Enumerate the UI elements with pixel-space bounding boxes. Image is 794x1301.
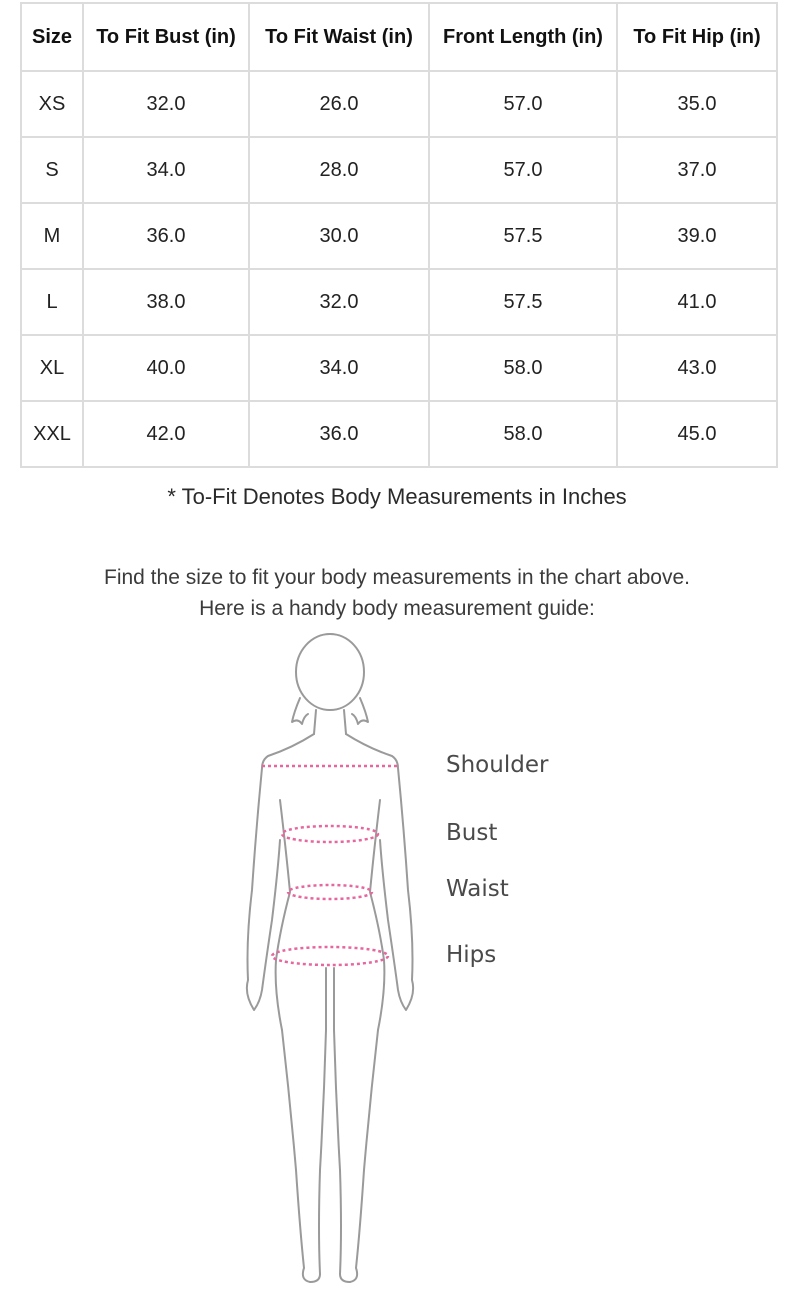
cell-size: XL <box>21 335 83 401</box>
table-row <box>21 269 777 335</box>
measurement-footnote: * To-Fit Denotes Body Measurements in Inches <box>167 484 627 509</box>
table-row <box>21 71 777 137</box>
cell-bust: 40.0 <box>83 335 249 401</box>
size-chart-table <box>20 2 778 468</box>
cell-waist: 34.0 <box>249 335 429 401</box>
cell-waist: 26.0 <box>249 71 429 137</box>
cell-front-length: 57.0 <box>429 137 617 203</box>
guide-intro <box>0 562 794 624</box>
bust-label: Bust <box>446 820 498 846</box>
waist-line <box>288 885 372 899</box>
cell-size: XS <box>21 71 83 137</box>
table-header-row <box>21 3 777 71</box>
header-hip: To Fit Hip (in) <box>617 3 777 71</box>
cell-size: L <box>21 269 83 335</box>
bust-line <box>282 826 378 842</box>
cell-size: XXL <box>21 401 83 467</box>
cell-front-length: 58.0 <box>429 401 617 467</box>
cell-size: M <box>21 203 83 269</box>
hips-line <box>272 947 388 965</box>
cell-size: S <box>21 137 83 203</box>
measurement-lines <box>262 766 398 965</box>
cell-front-length: 57.0 <box>429 71 617 137</box>
cell-hip: 39.0 <box>617 203 777 269</box>
waist-label: Waist <box>446 876 509 902</box>
cell-bust: 42.0 <box>83 401 249 467</box>
cell-front-length: 57.5 <box>429 269 617 335</box>
header-waist: To Fit Waist (in) <box>249 3 429 71</box>
table-row <box>21 335 777 401</box>
cell-hip: 45.0 <box>617 401 777 467</box>
guide-intro-line-1: Find the size to fit your body measurements in the chart above. <box>104 566 690 589</box>
cell-waist: 28.0 <box>249 137 429 203</box>
cell-bust: 32.0 <box>83 71 249 137</box>
hips-label: Hips <box>446 942 497 968</box>
cell-bust: 38.0 <box>83 269 249 335</box>
header-front-length: Front Length (in) <box>429 3 617 71</box>
header-bust: To Fit Bust (in) <box>83 3 249 71</box>
cell-hip: 43.0 <box>617 335 777 401</box>
cell-bust: 34.0 <box>83 137 249 203</box>
cell-front-length: 58.0 <box>429 335 617 401</box>
cell-hip: 41.0 <box>617 269 777 335</box>
guide-intro-line-2: Here is a handy body measurement guide: <box>199 597 595 620</box>
shoulder-label: Shoulder <box>446 752 549 778</box>
body-measurement-figure <box>220 630 450 1292</box>
table-row <box>21 401 777 467</box>
cell-front-length: 57.5 <box>429 203 617 269</box>
cell-bust: 36.0 <box>83 203 249 269</box>
table-row <box>21 137 777 203</box>
cell-waist: 30.0 <box>249 203 429 269</box>
cell-waist: 32.0 <box>249 269 429 335</box>
cell-hip: 37.0 <box>617 137 777 203</box>
cell-waist: 36.0 <box>249 401 429 467</box>
head-outline <box>296 634 364 710</box>
header-size: Size <box>21 3 83 71</box>
table-row <box>21 203 777 269</box>
cell-hip: 35.0 <box>617 71 777 137</box>
